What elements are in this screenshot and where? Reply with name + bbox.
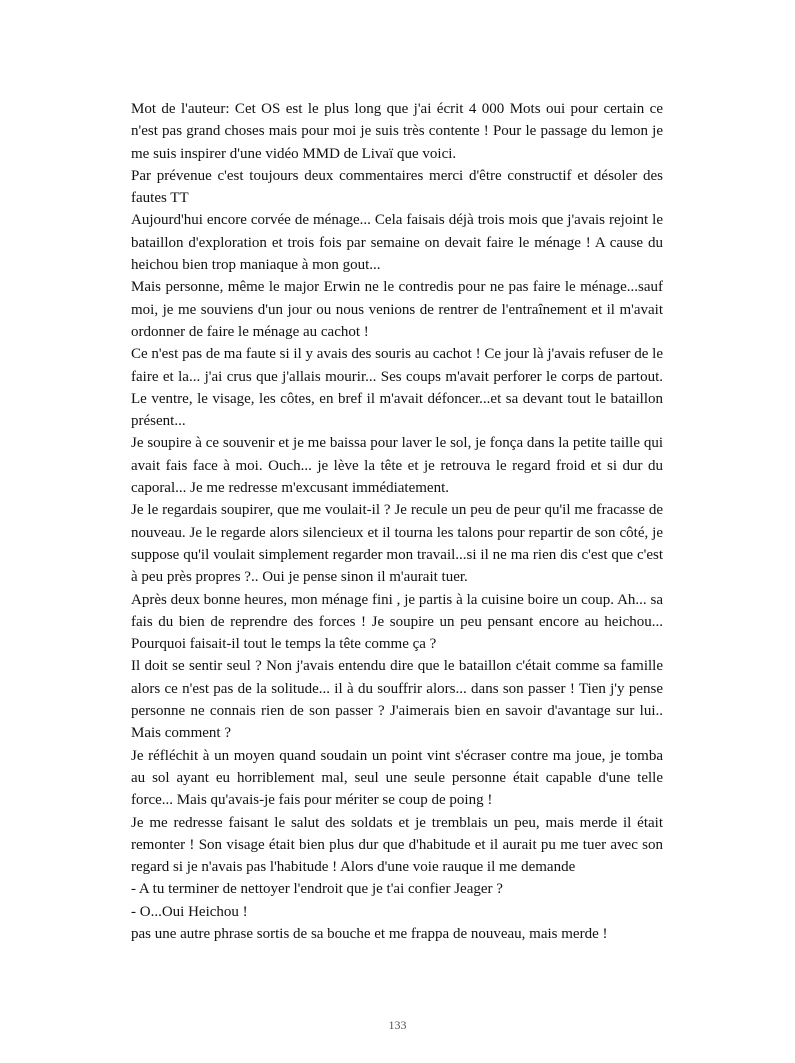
paragraph: Je me redresse faisant le salut des soldats et je tremblais un peu, mais merde il était remonter ! Son visage était bien plus dur que d'habitude et il aurait pu me tuer avec son regard si je n'avais pas l'habitude ! Alors d'une voie rauque il me demande <box>131 814 663 876</box>
paragraph: Ce n'est pas de ma faute si il y avais des souris au cachot ! Ce jour là j'avais refuser de le faire et la... j'ai crus que j'allais mourir... Ses coups m'avait perforer le corps de partout. Le ventre, le visage, les côtes, en bref il m'avait défoncer...et sa devant tout le bataillon présent... <box>131 346 663 430</box>
paragraph: Je réfléchit à un moyen quand soudain un point vint s'écraser contre ma joue, je tomba au sol ayant eu horriblement mal, seul une seule personne était capable d'une telle force... Mais qu'avais-je fais pour mériter se coup de poing ! <box>131 747 663 809</box>
paragraph: Je soupire à ce souvenir et je me baissa pour laver le sol, je fonça dans la petite taille qui avait fais face à moi. Ouch... je lève la tête et je retrouva le regard froid et si dur du caporal... Je me redresse m'excusant immédiatement. <box>131 435 663 497</box>
body-text <box>131 98 663 945</box>
paragraph-authors-note: Mot de l'auteur: Cet OS est le plus long que j'ai écrit 4 000 Mots oui pour certain ce n'est pas grand choses mais pour moi je suis très contente ! Pour le passage du lemon je me suis inspirer d'une vidéo MMD de Livaï que voici. <box>131 101 663 162</box>
page-number: 133 <box>388 1018 407 1032</box>
paragraph: Aujourd'hui encore corvée de ménage... Cela faisais déjà trois mois que j'avais rejoint le bataillon d'exploration et trois fois par semaine on devait faire le ménage ! A cause du heichou bien trop maniaque à mon gout... <box>131 212 663 274</box>
paragraph: pas une autre phrase sortis de sa bouche et me frappa de nouveau, mais merde ! <box>131 925 608 942</box>
paragraph: Je le regardais soupirer, que me voulait-il ? Je recule un peu de peur qu'il me fracasse de nouveau. Je le regarde alors silencieux et il tourna les talons pour repartir de son côté, je suppose qu'il voulait simplement regarder mon travail...si il ne ma rien dis c'est que c'est à peu près propres ?.. Oui je pense sinon il m'aurait tuer. <box>131 502 663 586</box>
dialogue-line: - O...Oui Heichou ! <box>131 903 248 920</box>
paragraph: Après deux bonne heures, mon ménage fini , je partis à la cuisine boire un coup. Ah... sa fais du bien de reprendre des forces ! Je soupire un peu pensant encore au heichou... Pourquoi faisait-il tout le temps la tête comme ça ? <box>131 591 663 653</box>
paragraph-comments-note: Par prévenue c'est toujours deux commentaires merci d'être constructif et désoler des fautes TT <box>131 167 663 207</box>
paragraph: Il doit se sentir seul ? Non j'avais entendu dire que le bataillon c'était comme sa famille alors ce n'est pas de la solitude... il à du souffrir alors... dans son passer ! Tien j'y pense personne ne connais rien de son passer ? J'aimerais bien en savoir d'avantage sur lui.. Mais comment ? <box>131 658 663 742</box>
paragraph: Mais personne, même le major Erwin ne le contredis pour ne pas faire le ménage...sauf moi, je me souviens d'un jour ou nous venions de rentrer de l'entraînement et il m'avait ordonner de faire le ménage au cachot ! <box>131 279 663 340</box>
dialogue-line: - A tu terminer de nettoyer l'endroit que je t'ai confier Jeager ? <box>131 881 503 898</box>
